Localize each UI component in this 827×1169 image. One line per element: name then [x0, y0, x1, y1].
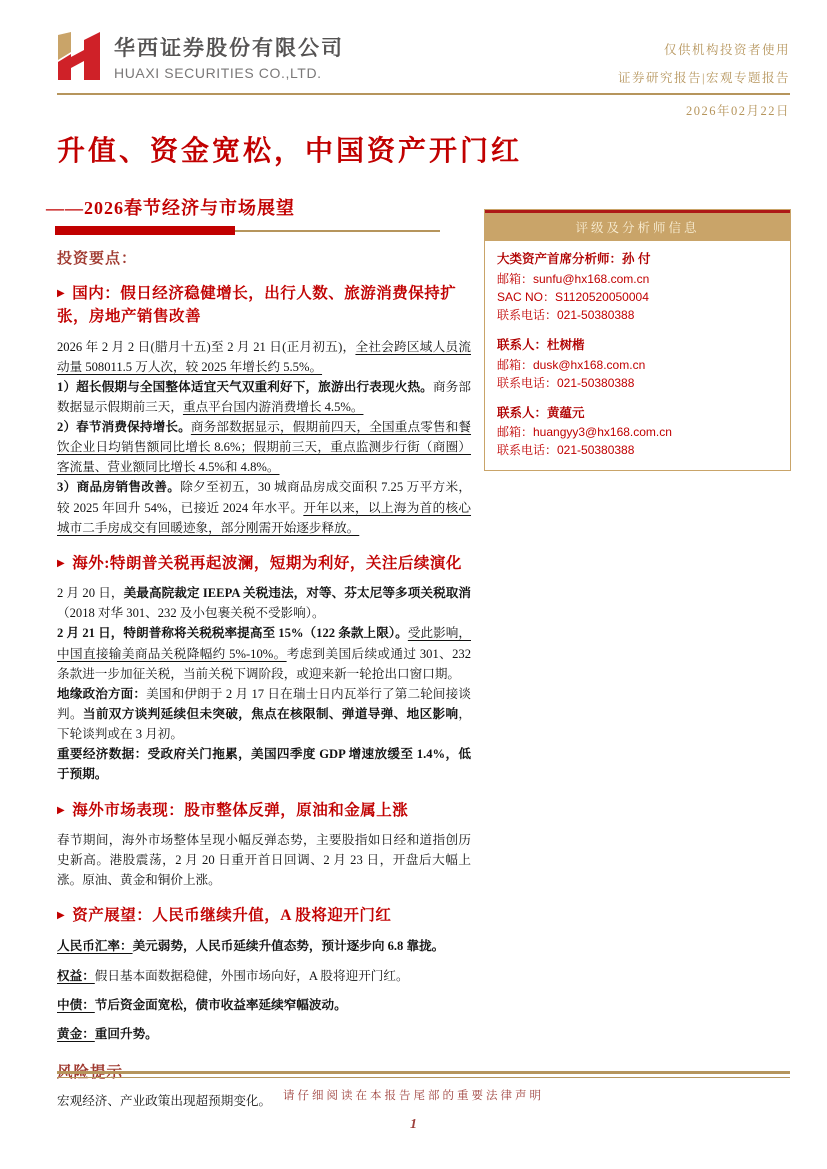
text-run: 地缘政治方面： [57, 686, 147, 701]
company-name-cn: 华西证券股份有限公司 [114, 37, 344, 60]
section-arrow-icon: ▶ [57, 910, 66, 922]
text-run: 3）商品房销售改善。 [57, 480, 181, 495]
text-run: 重点平台国内游消费增长 4.5%。 [182, 399, 364, 414]
title-gold-bar [235, 230, 440, 232]
text-run: 美元弱势，人民币延续升值态势，预计逐步向 6.8 靠拢。 [132, 939, 445, 954]
analyst-name-line: 联系人：杜树楷 [497, 337, 585, 352]
text-run: 重要经济数据：受政府关门拖累，美国四季度 GDP 增速放缓至 1.4%，低于预期。 [57, 747, 471, 782]
analyst-detail-line: SAC NO：S1120520050004 [497, 289, 649, 304]
text-run: 2 月 21 日，特朗普称将关税税率提高至 15%（122 条款上限）。 [57, 626, 408, 641]
title-red-bar [55, 226, 235, 235]
analyst-group [497, 404, 778, 460]
report-type: 证券研究报告|宏观专题报告 [617, 71, 790, 85]
footer-rule-thick [57, 1071, 790, 1074]
analyst-detail-line: 邮箱：dusk@hx168.com.cn [497, 357, 646, 372]
body-paragraph [57, 966, 471, 986]
body-paragraph [57, 377, 471, 417]
text-run: 假日基本面数据稳健，外围市场向好，A 股将迎开门红。 [94, 968, 409, 983]
text-run: 受此影响，中国直接输美商品关税降幅约 5%-10%。 [57, 626, 471, 661]
section-heading [57, 799, 471, 822]
body-paragraph [57, 623, 471, 683]
body-paragraph [57, 583, 471, 623]
analyst-detail-line: 邮箱：sunfu@hx168.com.cn [497, 271, 650, 286]
text-run: 春节期间，海外市场整体呈现小幅反弹态势，主要股指如日经和道指创历史新高。港股震荡，2 月 20 日重开首日回调、2 月 23 日，开盘后大幅上涨。原油、黄金和铜价上涨。 [57, 832, 471, 888]
text-run: 2）春节消费保持增长。 [57, 420, 191, 435]
text-run: 黄金： [57, 1026, 95, 1041]
text-run: 宏观经济、产业政策出现超预期变化。 [57, 1094, 272, 1109]
huaxi-logo-icon [55, 28, 103, 84]
footer-disclaimer: 请仔细阅读在本报告尾部的重要法律声明 [283, 1090, 544, 1102]
analyst-detail-line: 联系电话：021-50380388 [497, 307, 635, 322]
header-brand [55, 28, 344, 84]
text-run: ，下轮谈判或在 3 月初。 [57, 707, 472, 742]
audience-notice: 仅供机构投资者使用 [663, 43, 790, 57]
analyst-info-box [484, 209, 791, 471]
section-heading [57, 552, 471, 575]
body-paragraph [57, 337, 471, 377]
header-meta [618, 40, 790, 96]
text-run: 权益： [57, 968, 95, 983]
body-paragraph [57, 1024, 471, 1044]
text-run: 2 月 20 日， [57, 586, 124, 601]
analyst-list [485, 241, 790, 470]
section-heading-text: 资产展望：人民币继续升值，A 股将迎开门红 [72, 907, 392, 925]
text-run: 除夕至初五，30 城商品房成交面积 7.25 万平方米，较 2025 年回升 54%，已接近 2024 年水平。 [57, 480, 472, 515]
text-run: 当前双方谈判延续但未突破，焦点在核限制、弹道导弹、地区影响 [82, 707, 459, 721]
body-paragraph [57, 830, 471, 890]
text-run: 考虑到美国后续或通过 301、232 条款进一步加征关税，当前关税下调阶段，或迎来新一轮抢出口窗口期。 [57, 646, 472, 681]
report-date: 2026年02月22日 [685, 104, 790, 118]
section-arrow-icon: ▶ [57, 557, 66, 569]
text-run: 中债： [57, 997, 95, 1012]
key-points-label: 投资要点： [57, 251, 138, 267]
section-heading-text: 海外市场表现：股市整体反弹，原油和金属上涨 [72, 801, 409, 819]
text-run: 全社会跨区域人员流动量 508011.5 万人次，较 2025 年增长约 5.5%。 [57, 339, 471, 374]
text-run: 2026 年 2 月 2 日(腊月十五)至 2 月 21 日(正月初五)， [57, 339, 356, 354]
analyst-name-line: 联系人：黄蕴元 [497, 405, 585, 420]
text-run: 美国和伊朗于 2 月 17 日在瑞士日内瓦举行了第二轮间接谈判。 [57, 686, 472, 721]
report-subtitle: ——2026春节经济与市场展望 [46, 198, 295, 218]
company-name [114, 28, 344, 81]
section-heading [57, 904, 471, 927]
body-paragraph [57, 477, 471, 537]
page-number: 1 [410, 1117, 417, 1132]
analyst-detail-line: 联系电话：021-50380388 [497, 375, 635, 390]
section-heading-text: 国内：假日经济稳健增长，出行人数、旅游消费保持扩张，房地产销售改善 [57, 285, 457, 326]
text-run: 商务部数据显示假期前三天， [57, 379, 472, 414]
report-body [57, 247, 471, 1120]
text-run: 美最高院裁定 IEEPA 关税违法，对等、芬太尼等多项关税取消 [123, 586, 472, 601]
text-run: （2018 对华 301、232 及小包裹关税不受影响）。 [57, 606, 325, 621]
company-name-en: HUAXI SECURITIES CO.,LTD. [114, 65, 322, 81]
section-heading [57, 282, 471, 329]
section-arrow-icon: ▶ [57, 804, 66, 816]
analyst-name-line: 大类资产首席分析师：孙 付 [497, 252, 651, 266]
section-arrow-icon: ▶ [57, 288, 66, 299]
text-run: 重回升势。 [94, 1026, 158, 1041]
body-paragraph [57, 936, 471, 956]
analyst-group [497, 250, 778, 324]
body-paragraph [57, 417, 471, 477]
analyst-detail-line: 联系电话：021-50380388 [497, 443, 635, 458]
analyst-group [497, 336, 778, 392]
footer-rule-thin [57, 1077, 790, 1078]
header-rule [57, 93, 790, 95]
text-run: 节后资金面宽松，债市收益率延续窄幅波动。 [94, 997, 347, 1012]
text-run: 1）超长假期与全国整体适宜天气双重利好下，旅游出行表现火热。 [57, 379, 433, 394]
body-paragraph [57, 684, 471, 744]
analyst-box-header: 评级及分析师信息 [485, 210, 790, 241]
report-title: 升值、资金宽松，中国资产开门红 [57, 136, 523, 167]
analyst-detail-line: 邮箱：huangyy3@hx168.com.cn [497, 425, 672, 440]
text-run: 商务部数据显示，假期前四天，全国重点零售和餐饮企业日均销售额同比增长 8.6%；假期前三天，重点监测步行街（商圈）客流量、营业额同比增长 4.5%和 4.8%。 [57, 420, 472, 475]
text-run: 开年以来，以上海为首的核心城市二手房成交有回暖迹象，部分刚需开始逐步释放。 [57, 500, 472, 535]
report-blocks [57, 282, 471, 1111]
body-paragraph [57, 995, 471, 1015]
section-heading-text: 海外:特朗普关税再起波澜，短期为利好，关注后续演化 [72, 554, 462, 572]
body-paragraph [57, 744, 471, 784]
text-run: 人民币汇率： [57, 939, 133, 954]
